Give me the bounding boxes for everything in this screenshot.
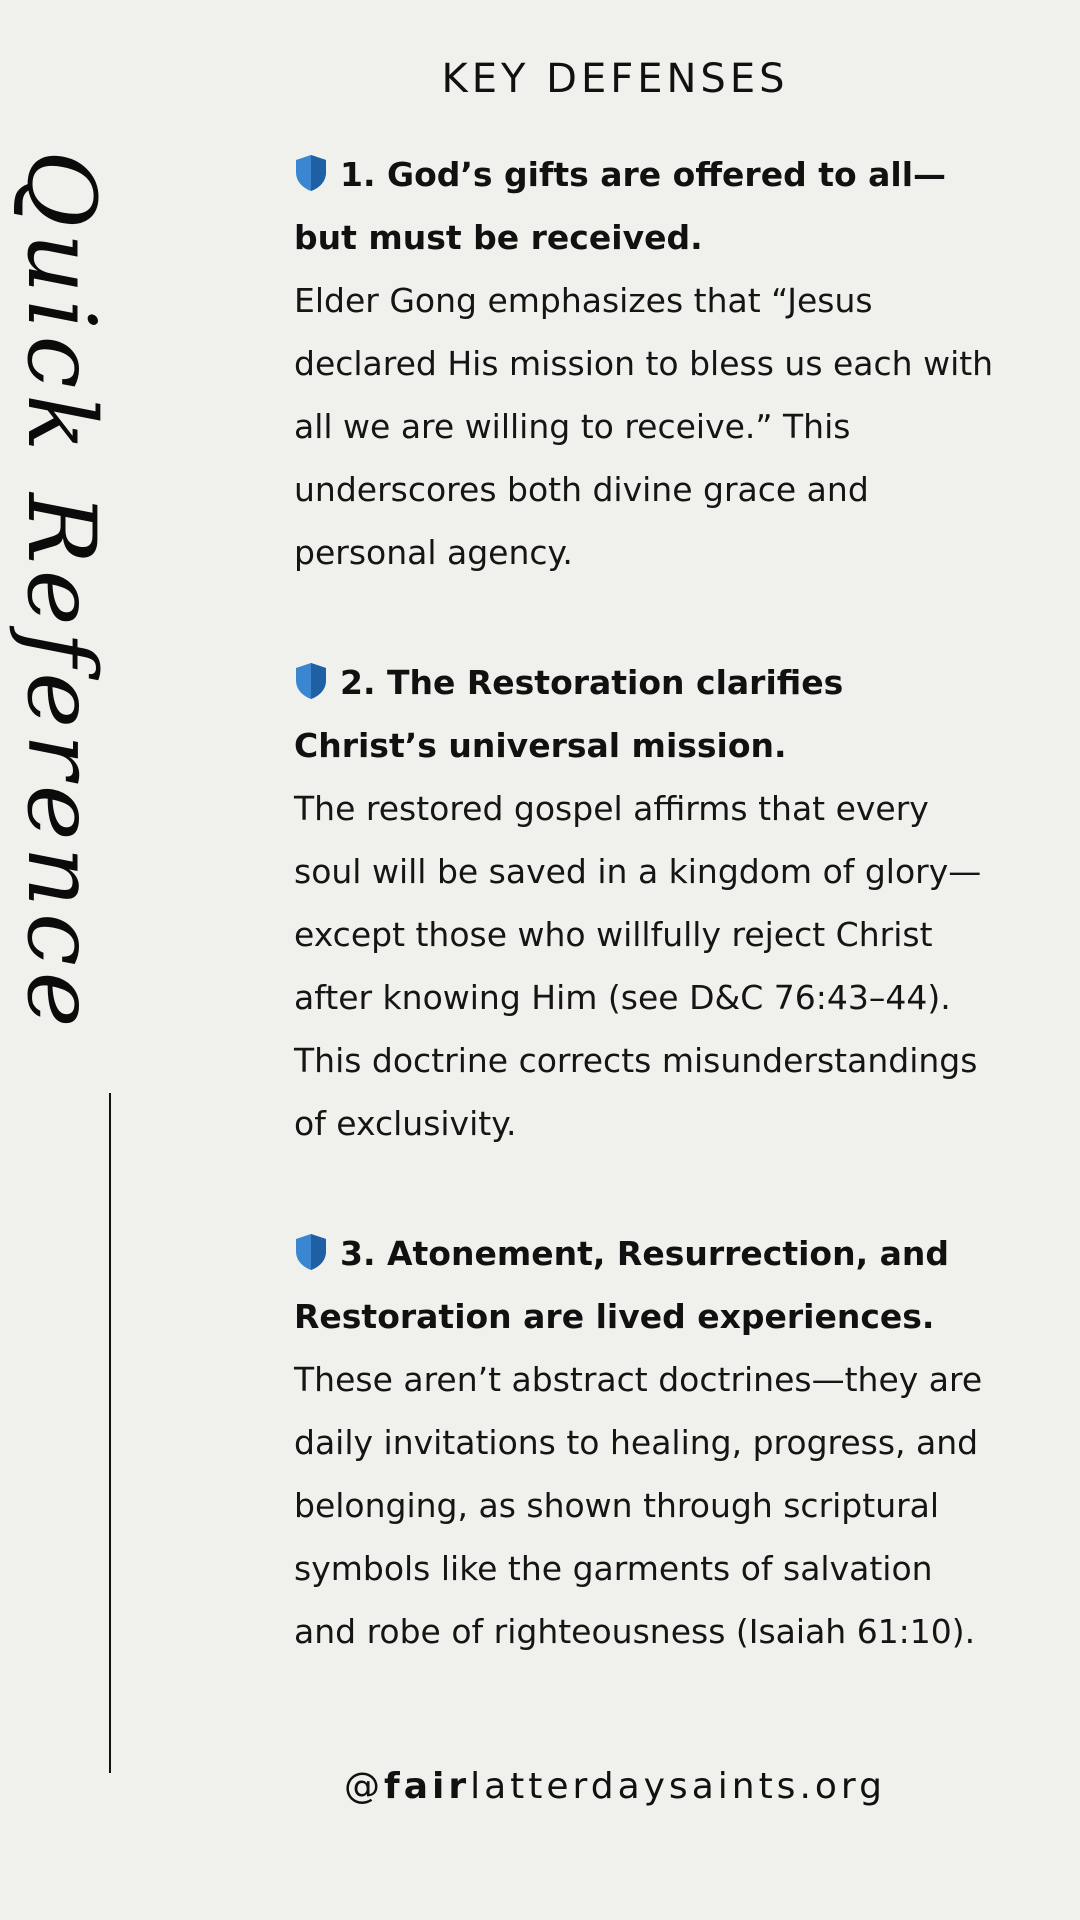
footer-handle — [295, 1766, 935, 1807]
defense-item-1 — [294, 143, 994, 584]
defense-title-text: 3. Atonement, Resurrection, and Restoration are lived experiences. — [294, 1234, 949, 1336]
side-title-text: Quick Reference — [6, 150, 115, 1034]
defenses-list — [294, 143, 994, 1730]
shield-icon — [294, 1233, 328, 1271]
side-divider-line — [109, 1093, 111, 1773]
defense-title-text: 2. The Restoration clarifies Christ’s universal mission. — [294, 663, 844, 765]
side-title — [6, 150, 155, 1050]
shield-icon — [294, 154, 328, 192]
footer-bold: fair — [384, 1766, 471, 1807]
footer-at: @ — [344, 1766, 385, 1807]
defense-item-3 — [294, 1222, 994, 1663]
shield-icon — [294, 662, 328, 700]
defense-body: The restored gospel affirms that every soul will be saved in a kingdom of glory—except those who willfully reject Christ after knowing Him (see D&C 76:43–44). This doctrine corrects misunderstandings of exclusivity. — [294, 789, 982, 1143]
defense-title — [294, 1222, 994, 1348]
defense-title — [294, 651, 994, 777]
defense-item-2 — [294, 651, 994, 1155]
defense-title-text: 1. God’s gifts are offered to all—but must be received. — [294, 155, 947, 257]
page-heading: KEY DEFENSES — [441, 56, 789, 102]
defense-body: These aren’t abstract doctrines—they are daily invitations to healing, progress, and belonging, as shown through scriptural symbols like the garments of salvation and robe of righteousness (Isaiah 61:10). — [294, 1360, 983, 1651]
footer-rest: latterdaysaints.org — [470, 1766, 886, 1807]
defense-body: Elder Gong emphasizes that “Jesus declared His mission to bless us each with all we are willing to receive.” This underscores both divine grace and personal agency. — [294, 281, 994, 572]
defense-title — [294, 143, 994, 269]
